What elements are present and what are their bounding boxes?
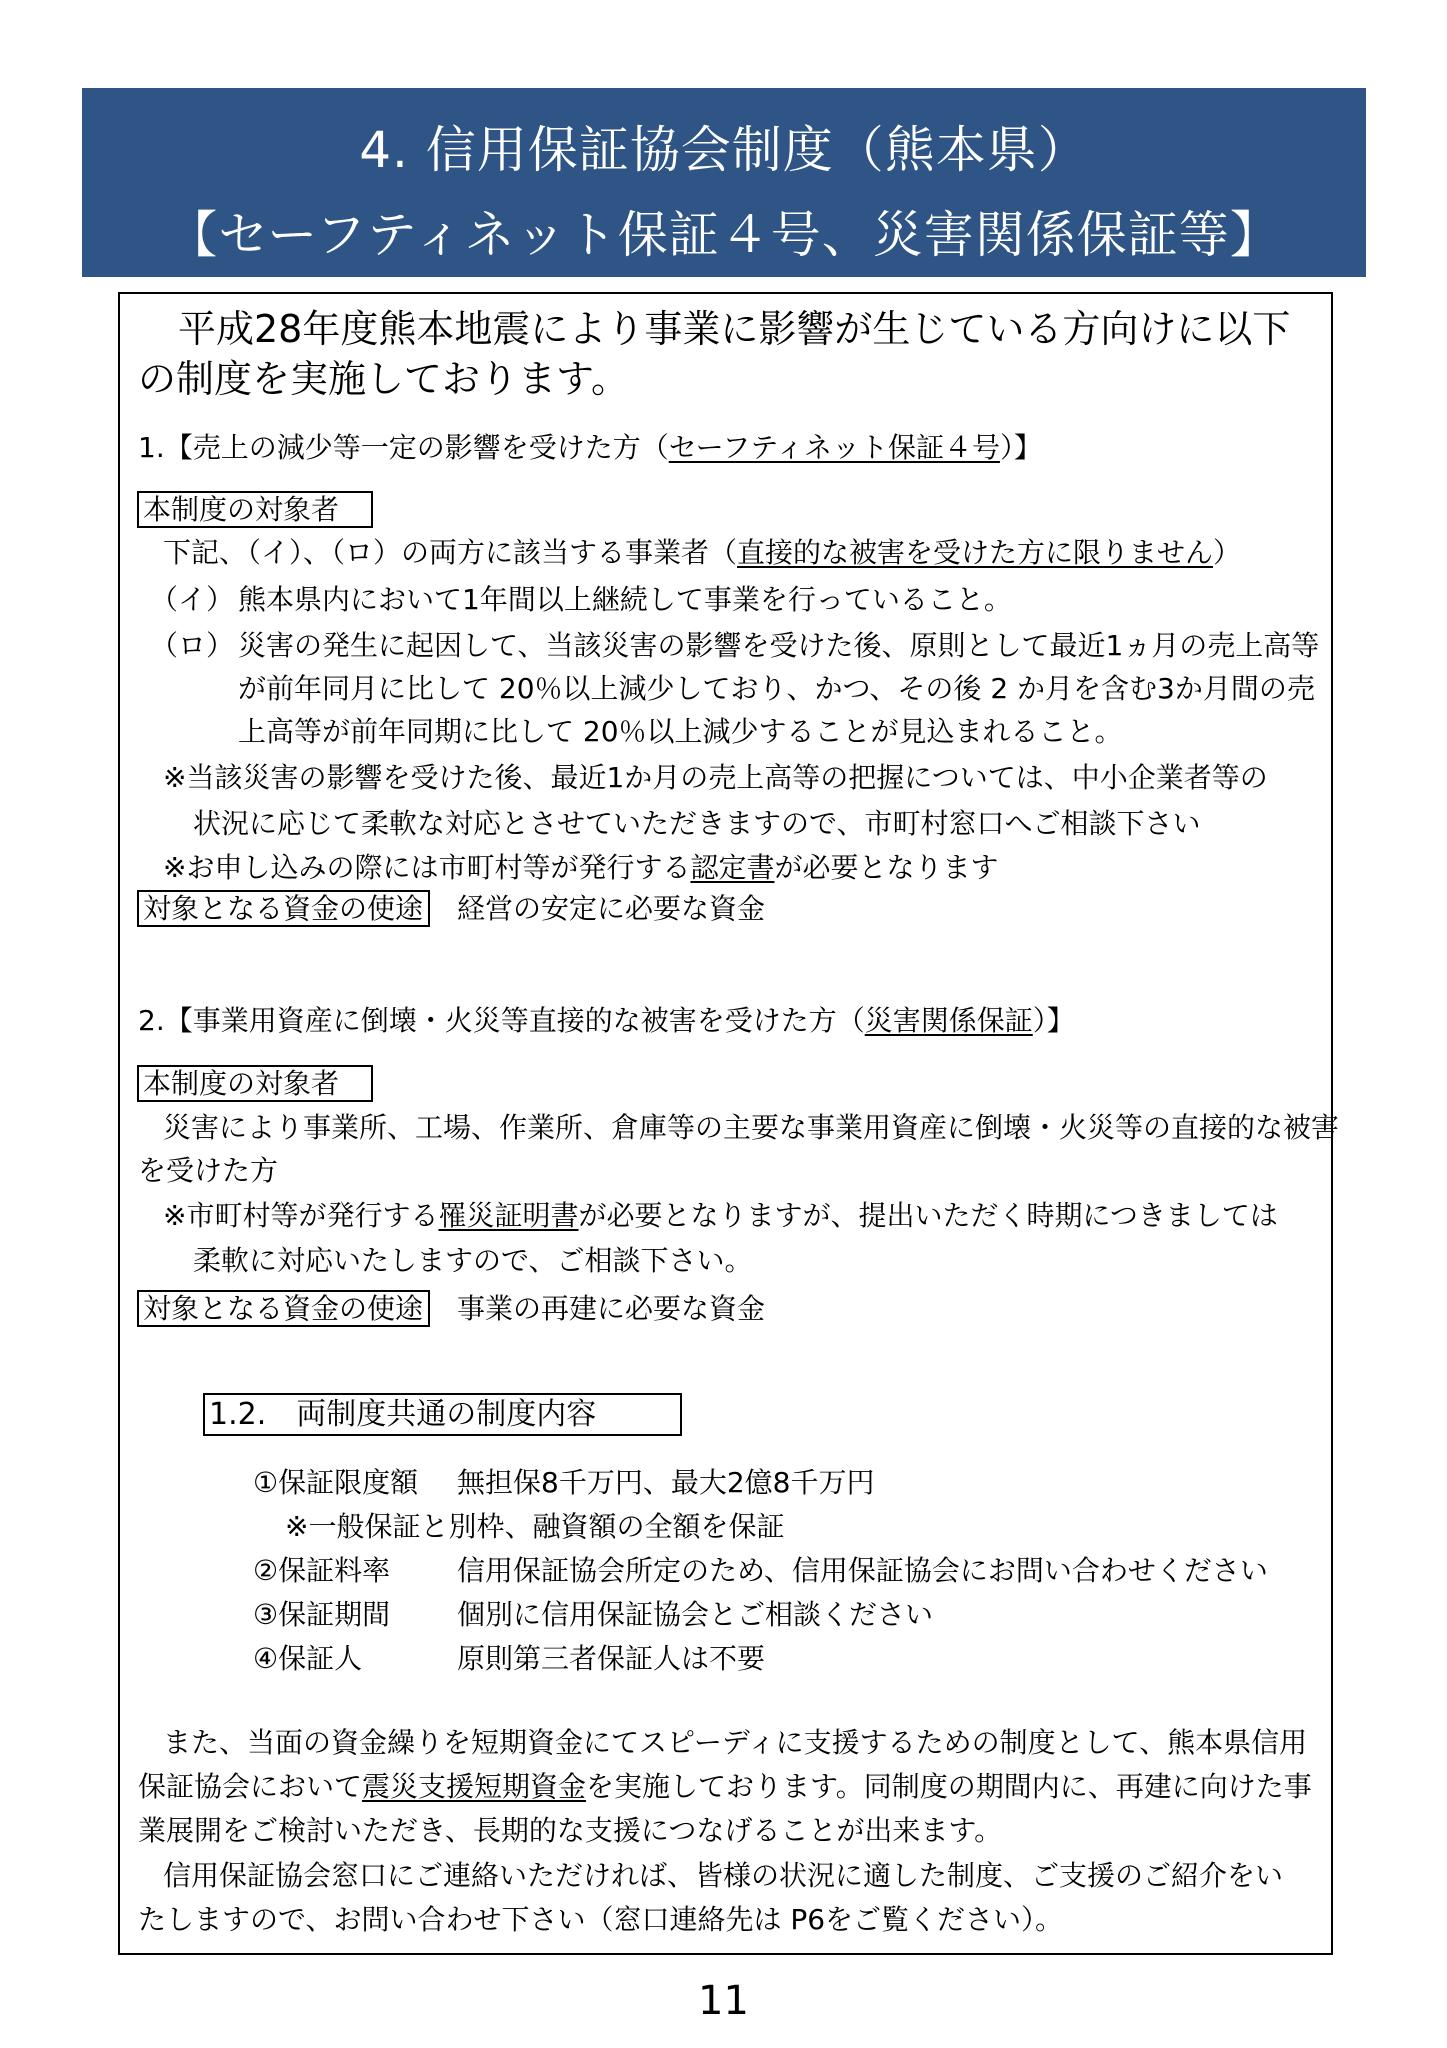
section2-note-line-2: 柔軟に対応いたしますので、ご相談下さい。 xyxy=(193,1244,753,1277)
closing-line-2 xyxy=(138,1769,1312,1805)
intro-line-1: 平成28年度熊本地震により事業に影響が生じている方向けに以下 xyxy=(178,307,1291,351)
section2-desc-line-1: 災害により事業所、工場、作業所、倉庫等の主要な事業用資産に倒壊・火災等の直接的な被害 xyxy=(163,1111,1340,1144)
item-i-text: 熊本県内において1年間以上継続して事業を行っていること。 xyxy=(238,583,1012,616)
section1-heading-suffix: ）】 xyxy=(999,431,1042,464)
item-ro-line-3: 上高等が前年同期に比して 20％以上減少することが見込まれること。 xyxy=(238,715,1123,748)
item-ro-line-2: が前年同月に比して 20％以上減少しており、かつ、その後 2 か月を含む3か月間の売 xyxy=(238,672,1315,705)
page-number: 11 xyxy=(698,1978,749,2024)
common-item-label: ①保証限度額 xyxy=(253,1466,419,1499)
section1-note2-link: 認定書 xyxy=(690,851,775,884)
closing-line-2-link: 震災支援短期資金 xyxy=(362,1770,587,1803)
section1-note2-suffix: が必要となります xyxy=(774,851,999,884)
intro-line-2: の制度を実施しております。 xyxy=(138,357,629,401)
section1-use-label: 対象となる資金の使途 xyxy=(137,890,430,927)
section2-use-value: 事業の再建に必要な資金 xyxy=(457,1292,766,1325)
common-item-value: 信用保証協会所定のため、信用保証協会にお問い合わせください xyxy=(457,1554,1268,1587)
section2-heading-prefix: 2.【事業用資産に倒壊・火災等直接的な被害を受けた方（ xyxy=(138,1004,865,1037)
section2-note-prefix: ※市町村等が発行する xyxy=(163,1199,439,1232)
common-item-label: ②保証料率 xyxy=(253,1554,391,1587)
section1-note2-prefix: ※お申し込みの際には市町村等が発行する xyxy=(163,851,691,884)
section2-heading-link: 災害関係保証 xyxy=(864,1004,1033,1037)
section1-heading-link: セーフティネット保証４号 xyxy=(668,431,1000,464)
section2-target-label: 本制度の対象者 xyxy=(137,1065,373,1102)
closing-line-4: 信用保証協会窓口にご連絡いただければ、皆様の状況に適した制度、ご支援のご紹介をい xyxy=(163,1859,1284,1892)
closing-line-3: 業展開をご検討いただき、長期的な支援につなげることが出来ます。 xyxy=(138,1814,1003,1847)
common-item-label: ④保証人 xyxy=(253,1642,363,1675)
section1-note1-line-1: ※当該災害の影響を受けた後、最近1か月の売上高等の把握については、中小企業者等の xyxy=(163,761,1268,794)
common-item-note: ※一般保証と別枠、融資額の全額を保証 xyxy=(285,1510,785,1543)
section2-heading xyxy=(138,1003,1075,1039)
closing-line-1: また、当面の資金繰りを短期資金にてスピーディに支援するための制度として、熊本県信用 xyxy=(163,1726,1308,1759)
section2-use-label: 対象となる資金の使途 xyxy=(137,1290,430,1327)
page-subtitle: 【セーフティネット保証４号、災害関係保証等】 xyxy=(167,206,1281,264)
section2-note-link: 罹災証明書 xyxy=(438,1199,579,1232)
common-item-value: 原則第三者保証人は不要 xyxy=(457,1642,766,1675)
section1-use-value: 経営の安定に必要な資金 xyxy=(457,892,766,925)
item-ro-line-1: 災害の発生に起因して、当該災害の影響を受けた後、原則として最近1ヵ月の売上高等 xyxy=(238,629,1320,662)
closing-line-2-suffix: を実施しております。同制度の期間内に、再建に向けた事 xyxy=(586,1770,1312,1803)
common-item-label: ③保証期間 xyxy=(253,1598,391,1631)
section1-note2 xyxy=(163,850,999,886)
section2-heading-suffix: ）】 xyxy=(1032,1004,1075,1037)
section1-note1-line-2: 状況に応じて柔軟な対応とさせていただきますので、市町村窓口へご相談下さい xyxy=(193,807,1201,840)
section1-target-label: 本制度の対象者 xyxy=(137,491,373,528)
section2-note-suffix: が必要となりますが、提出いただく時期につきましては xyxy=(578,1199,1278,1232)
title-banner xyxy=(82,88,1366,277)
item-i-mark: （イ） xyxy=(150,583,235,616)
common-box-label: 1.2. 両制度共通の制度内容 xyxy=(203,1393,682,1436)
section1-desc-suffix: ） xyxy=(1213,536,1242,569)
section1-desc-link: 直接的な被害を受けた方に限りません xyxy=(737,536,1214,569)
closing-line-5: たしますので、お問い合わせ下さい（窓口連絡先は P6をご覧ください）。 xyxy=(138,1903,1064,1936)
section2-desc-line-2: を受けた方 xyxy=(138,1154,279,1187)
section1-desc-prefix: 下記、（イ）、（ロ）の両方に該当する事業者（ xyxy=(163,536,738,569)
section1-desc xyxy=(163,535,1241,571)
section1-heading-prefix: 1.【売上の減少等一定の影響を受けた方（ xyxy=(138,431,669,464)
common-item-value: 個別に信用保証協会とご相談ください xyxy=(457,1598,934,1631)
closing-line-2-prefix: 保証協会において xyxy=(138,1770,363,1803)
section2-note xyxy=(163,1198,1278,1234)
section1-heading xyxy=(138,430,1042,466)
page-title: 4. 信用保証協会制度（熊本県） xyxy=(359,121,1089,179)
item-ro-mark: （ロ） xyxy=(150,629,235,662)
common-item-value: 無担保8千万円、最大2億8千万円 xyxy=(457,1466,875,1499)
